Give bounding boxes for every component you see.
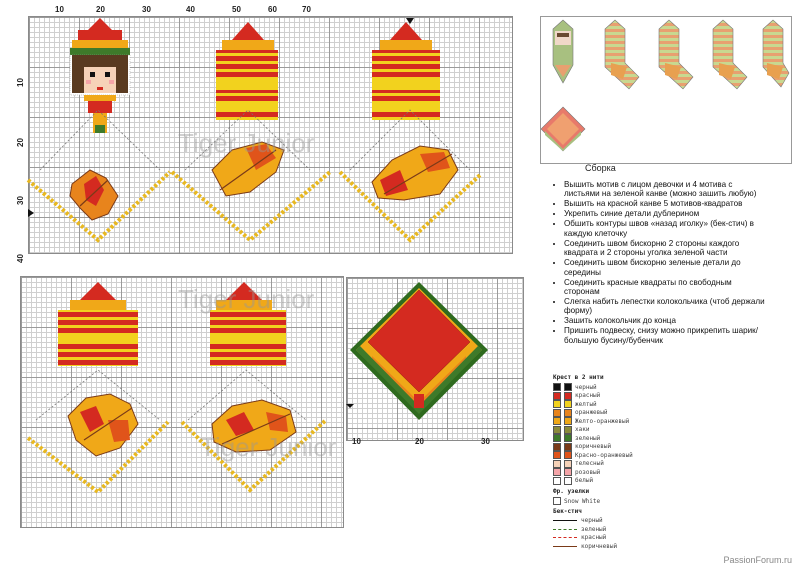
instruction-item: • Вышить на красной канве 5 мотивов-квадратов bbox=[564, 199, 769, 208]
legend-color-name: красный bbox=[575, 392, 601, 400]
ruler-top-10: 10 bbox=[55, 5, 64, 14]
leaf-motif-bottom-1 bbox=[68, 394, 138, 456]
leaf-motif-top-1 bbox=[70, 170, 118, 220]
legend-color-name: телесный bbox=[575, 460, 604, 468]
legend-cross-row bbox=[553, 426, 683, 435]
symbol-swatch bbox=[564, 434, 572, 442]
symbol-swatch bbox=[564, 451, 572, 459]
legend-color-name: коричневый bbox=[581, 542, 618, 550]
legend-back-title: Бек-стич bbox=[553, 507, 582, 515]
ruler-left-30: 30 bbox=[15, 196, 25, 205]
instruction-item: • Слегка набить лепестки колокольчика (чтоб держали форму) bbox=[564, 297, 769, 316]
legend-cross-row bbox=[553, 409, 683, 418]
preview-piece-2 bbox=[605, 20, 639, 89]
ruler-bottom-20: 20 bbox=[415, 437, 424, 446]
red-square-motif bbox=[350, 282, 488, 420]
legend-cross-row bbox=[553, 417, 683, 426]
ruler-left-20: 20 bbox=[15, 138, 25, 147]
color-swatch bbox=[553, 468, 561, 476]
symbol-swatch bbox=[564, 383, 572, 391]
ruler-bottom-10: 10 bbox=[352, 437, 361, 446]
ruler-left-10: 10 bbox=[15, 78, 25, 87]
color-swatch bbox=[553, 400, 561, 408]
legend-color-name: розовый bbox=[575, 468, 601, 476]
legend-color-name: черный bbox=[581, 517, 603, 525]
backstitch-line-sample bbox=[553, 546, 577, 547]
backstitch-line-sample bbox=[553, 520, 577, 521]
legend-back-row bbox=[553, 525, 683, 534]
color-swatch bbox=[553, 417, 561, 425]
watermark-top: Tiger Junior bbox=[178, 128, 315, 158]
legend-cross-row bbox=[553, 443, 683, 452]
leaf-motif-top-3 bbox=[372, 146, 458, 200]
symbol-swatch bbox=[564, 477, 572, 485]
symbol-swatch bbox=[564, 417, 572, 425]
color-swatch bbox=[553, 460, 561, 468]
preview-piece-girl bbox=[553, 20, 573, 83]
striped-cap-motif-3 bbox=[58, 282, 138, 366]
ruler-top-30: 30 bbox=[142, 5, 151, 14]
legend-back-row bbox=[553, 517, 683, 526]
legend-color-name: Желто-оранжевый bbox=[575, 417, 630, 425]
legend-color-name: Snow White bbox=[564, 497, 601, 505]
assembly-preview bbox=[540, 16, 792, 164]
legend-knots-title: Фр. узелки bbox=[553, 488, 590, 495]
symbol-swatch bbox=[564, 443, 572, 451]
legend-color-name: зеленый bbox=[575, 434, 601, 442]
legend-cross-row bbox=[553, 383, 683, 392]
legend-color-name: зеленый bbox=[581, 525, 607, 533]
instruction-item: • Соединить красные квадраты по свободным сторонам bbox=[564, 278, 769, 297]
color-swatch bbox=[553, 434, 561, 442]
legend-color-name: желтый bbox=[575, 400, 597, 408]
legend-cross-row bbox=[553, 477, 683, 486]
legend-cross-row bbox=[553, 460, 683, 469]
assembly-caption: Сборка bbox=[585, 163, 616, 173]
legend-cross-row bbox=[553, 451, 683, 460]
legend-cross-row bbox=[553, 468, 683, 477]
color-swatch bbox=[553, 392, 561, 400]
legend-back-row bbox=[553, 534, 683, 543]
ruler-top-50: 50 bbox=[232, 5, 241, 14]
girl-face-motif bbox=[70, 18, 130, 133]
site-watermark: PassionForum.ru bbox=[723, 555, 792, 565]
symbol-swatch bbox=[564, 409, 572, 417]
instruction-item: • Обшить контуры швов «назад иголку» (бек-стич) в каждую клеточку bbox=[564, 219, 769, 238]
ruler-top-60: 60 bbox=[268, 5, 277, 14]
color-swatch bbox=[553, 426, 561, 434]
symbol-swatch bbox=[564, 392, 572, 400]
preview-piece-3 bbox=[659, 20, 693, 89]
color-swatch bbox=[553, 443, 561, 451]
assembly-preview-drawing bbox=[541, 17, 791, 163]
legend-cross-row bbox=[553, 400, 683, 409]
instruction-item: • Вышить мотив с лицом девочки и 4 мотива с листьями на зеленой канве (можно зашить любую) bbox=[564, 180, 769, 199]
watermark-bottom: Tiger Junior bbox=[200, 432, 337, 462]
instruction-item: • Соединить швом бискорню зеленые детали до середины bbox=[564, 258, 769, 277]
legend-cross-row bbox=[553, 392, 683, 401]
legend-color-name: коричневый bbox=[575, 443, 612, 451]
legend-color-name: Красно-оранжевый bbox=[575, 451, 633, 459]
color-swatch bbox=[553, 409, 561, 417]
symbol-swatch bbox=[564, 426, 572, 434]
striped-cap-motif-2 bbox=[372, 22, 440, 120]
symbol-swatch bbox=[564, 468, 572, 476]
instructions-list bbox=[552, 180, 769, 346]
color-swatch bbox=[553, 497, 561, 505]
legend-knots-row bbox=[553, 497, 683, 506]
color-legend bbox=[553, 372, 683, 551]
color-swatch bbox=[553, 383, 561, 391]
ruler-top-20: 20 bbox=[96, 5, 105, 14]
ruler-bottom-30: 30 bbox=[481, 437, 490, 446]
legend-color-name: оранжевый bbox=[575, 409, 608, 417]
watermark-middle: Tiger Junior bbox=[178, 284, 315, 314]
legend-color-name: красный bbox=[581, 534, 607, 542]
ruler-top-40: 40 bbox=[186, 5, 195, 14]
legend-color-name: хаки bbox=[575, 426, 590, 434]
instruction-item: • Укрепить синие детали дублерином bbox=[564, 209, 769, 218]
symbol-swatch bbox=[564, 460, 572, 468]
legend-cross-title: Крест в 2 нити bbox=[553, 374, 604, 381]
legend-color-name: черный bbox=[575, 383, 597, 391]
legend-cross-row bbox=[553, 434, 683, 443]
symbol-swatch bbox=[564, 400, 572, 408]
instruction-item: • Зашить колокольчик до конца bbox=[564, 316, 769, 325]
ruler-top-70: 70 bbox=[302, 5, 311, 14]
instruction-item: • Пришить подвеску, снизу можно прикрепить шарик/большую бусину/бубенчик bbox=[564, 326, 769, 345]
preview-piece-square bbox=[541, 107, 585, 151]
legend-back-row bbox=[553, 542, 683, 551]
backstitch-line-sample bbox=[553, 537, 577, 538]
legend-color-name: белый bbox=[575, 477, 594, 485]
color-swatch bbox=[553, 451, 561, 459]
backstitch-line-sample bbox=[553, 529, 577, 530]
preview-piece-4 bbox=[713, 20, 747, 89]
ruler-left-40: 40 bbox=[15, 254, 25, 263]
preview-piece-5 bbox=[763, 20, 789, 87]
instruction-item: • Соединить швом бискорню 2 стороны каждого квадрата и 2 стороны уголка зеленой части bbox=[564, 239, 769, 258]
color-swatch bbox=[553, 477, 561, 485]
striped-cap-motif-1 bbox=[216, 22, 278, 120]
